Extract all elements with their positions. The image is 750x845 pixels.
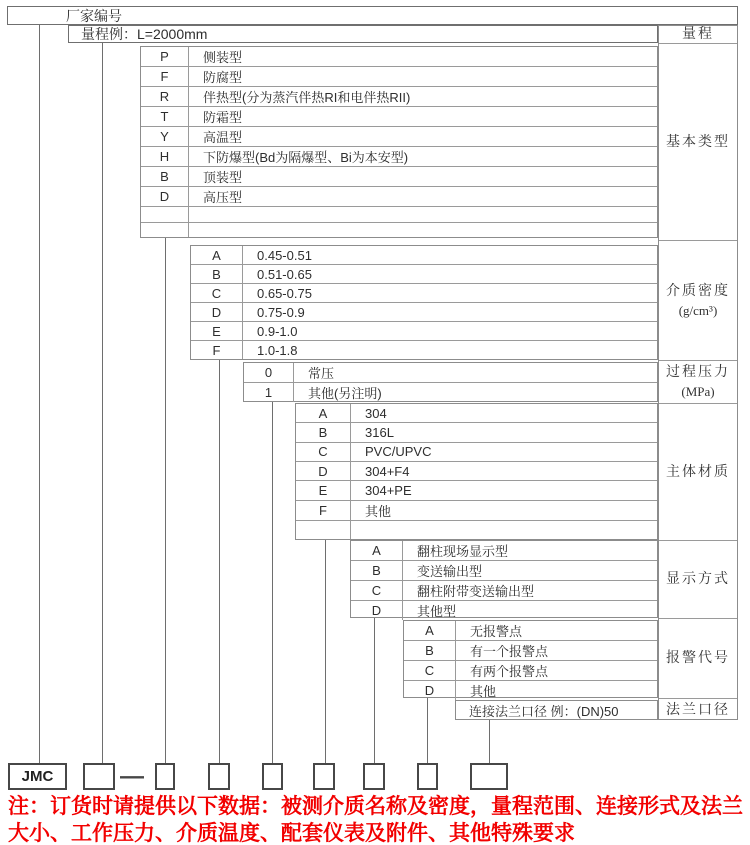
code-box-basic-type xyxy=(155,763,175,790)
connector-range xyxy=(102,43,103,763)
material-group xyxy=(295,403,658,540)
option-code xyxy=(141,223,189,238)
option-row-empty xyxy=(141,207,657,223)
option-code: D xyxy=(404,681,456,700)
option-code: B xyxy=(351,561,403,580)
option-row xyxy=(404,681,657,700)
option-code: C xyxy=(191,284,243,302)
option-row xyxy=(191,246,657,265)
option-desc: 顶装型 xyxy=(203,170,243,185)
option-desc: 防霜型 xyxy=(203,110,243,125)
option-desc: 翻柱附带变送输出型 xyxy=(417,584,535,599)
label-pressure: 过程压力 (MPa) xyxy=(659,361,737,404)
connector-material xyxy=(325,540,326,763)
label-flange: 法兰口径 xyxy=(666,702,730,718)
option-code: A xyxy=(296,404,351,422)
option-row xyxy=(351,601,657,620)
range-example-row xyxy=(68,25,658,43)
option-code: F xyxy=(191,341,243,359)
option-code: 0 xyxy=(244,363,294,382)
option-code: B xyxy=(141,167,189,186)
code-box-display xyxy=(363,763,385,790)
option-desc: 伴热型(分为蒸汽伴热RI和电伴热RII) xyxy=(203,90,411,105)
label-range: 量程 xyxy=(659,26,737,44)
option-desc: 304+F4 xyxy=(365,463,410,479)
option-row-empty xyxy=(296,521,657,539)
option-code: A xyxy=(351,541,403,560)
option-code: C xyxy=(351,581,403,600)
option-row xyxy=(191,341,657,359)
option-code: E xyxy=(191,322,243,340)
option-row-empty xyxy=(141,223,657,238)
option-code xyxy=(141,207,189,222)
option-desc: 其他型 xyxy=(417,604,457,619)
option-desc xyxy=(351,521,657,539)
option-desc: 其他(另注明) xyxy=(308,386,382,401)
option-desc: 316L xyxy=(365,424,394,440)
option-row xyxy=(244,363,657,383)
option-row xyxy=(296,443,657,462)
option-code: C xyxy=(404,661,456,680)
code-box-alarm xyxy=(417,763,438,790)
option-desc: 其他 xyxy=(470,684,497,699)
code-box-range xyxy=(83,763,115,790)
option-desc: 高温型 xyxy=(203,130,243,145)
basic-type-group xyxy=(140,46,658,238)
manufacturer-number-label: 厂家编号 xyxy=(66,7,122,24)
option-row xyxy=(296,423,657,442)
option-code: Y xyxy=(141,127,189,146)
option-code: R xyxy=(141,87,189,106)
code-box-material xyxy=(313,763,335,790)
label-density-unit: (g/cm³) xyxy=(678,302,718,318)
option-row xyxy=(191,284,657,303)
option-desc: 304+PE xyxy=(365,482,412,498)
manufacturer-number-row xyxy=(7,6,738,25)
category-label-column xyxy=(658,25,738,720)
label-density: 介质密度 (g/cm³) xyxy=(659,241,737,361)
connector-density xyxy=(219,360,220,763)
option-desc: 防腐型 xyxy=(203,70,243,85)
option-desc: 连接法兰口径 例：(DN)50 xyxy=(469,704,619,719)
option-code: T xyxy=(141,107,189,126)
option-row xyxy=(296,462,657,481)
option-desc: 翻柱现场显示型 xyxy=(417,544,509,559)
option-desc: 变送输出型 xyxy=(417,564,483,579)
density-group xyxy=(190,245,658,360)
option-desc: 有一个报警点 xyxy=(470,644,549,659)
option-code: A xyxy=(404,621,456,640)
connector-basic-type xyxy=(165,238,166,763)
option-desc: 侧装型 xyxy=(203,50,243,65)
label-material: 主体材质 xyxy=(659,404,737,541)
option-code: A xyxy=(191,246,243,264)
code-box-flange xyxy=(470,763,508,790)
option-code: D xyxy=(141,187,189,206)
option-code: 1 xyxy=(244,383,294,402)
option-row xyxy=(141,87,657,107)
option-row xyxy=(296,404,657,423)
option-desc: 1.0-1.8 xyxy=(257,342,298,358)
option-row xyxy=(141,107,657,127)
flange-group xyxy=(455,700,658,720)
alarm-group xyxy=(403,620,658,698)
note-line-1: 注：订货时请提供以下数据：被测介质名称及密度，量程范围、连接形式及法兰 xyxy=(8,795,743,818)
option-desc: 其他 xyxy=(365,503,392,519)
option-desc: 0.65-0.75 xyxy=(257,285,312,301)
label-display: 显示方式 xyxy=(659,541,737,619)
option-row xyxy=(141,167,657,187)
option-desc: PVC/UPVC xyxy=(365,444,432,460)
label-basic-type: 基本类型 xyxy=(659,44,737,241)
option-desc: 有两个报警点 xyxy=(470,664,549,679)
option-code: B xyxy=(404,641,456,660)
range-example-label: 量程例：L=2000mm xyxy=(81,26,208,42)
option-code: D xyxy=(296,462,351,480)
pressure-group xyxy=(243,362,658,402)
option-code: B xyxy=(191,265,243,283)
option-code: P xyxy=(141,47,189,66)
option-code: F xyxy=(296,501,351,520)
option-code: H xyxy=(141,147,189,166)
option-row xyxy=(141,147,657,167)
dash-separator: — xyxy=(120,762,144,790)
option-row xyxy=(191,265,657,284)
option-row xyxy=(141,127,657,147)
connector-flange xyxy=(489,720,490,763)
option-row xyxy=(404,661,657,681)
note-line-2: 大小、工作压力、介质温度、配套仪表及附件、其他特殊要求 xyxy=(8,822,575,845)
code-box-pressure xyxy=(262,763,283,790)
code-box-density xyxy=(208,763,230,790)
option-desc: 常压 xyxy=(308,366,335,381)
option-row xyxy=(351,561,657,581)
option-row xyxy=(244,383,657,402)
label-pressure-unit: (MPa) xyxy=(681,384,715,399)
option-desc: 0.51-0.65 xyxy=(257,266,312,282)
option-row xyxy=(141,187,657,207)
option-code: D xyxy=(191,303,243,321)
option-row xyxy=(296,501,657,521)
option-desc xyxy=(189,207,657,222)
option-desc: 304 xyxy=(365,405,387,421)
option-code: C xyxy=(296,443,351,461)
label-alarm: 报警代号 xyxy=(659,619,737,699)
connector-display xyxy=(374,618,375,763)
option-row xyxy=(296,481,657,500)
option-row xyxy=(351,581,657,601)
connector-alarm xyxy=(427,698,428,763)
option-desc: 0.45-0.51 xyxy=(257,247,312,263)
option-code: F xyxy=(141,67,189,86)
connector-pressure xyxy=(272,402,273,763)
option-row xyxy=(141,47,657,67)
option-desc: 无报警点 xyxy=(470,624,523,639)
option-code: D xyxy=(351,601,403,620)
option-row xyxy=(191,303,657,322)
option-code: E xyxy=(296,481,351,499)
option-desc: 下防爆型(Bd为隔爆型、Bi为本安型) xyxy=(203,150,409,165)
option-code: B xyxy=(296,423,351,441)
option-row xyxy=(404,621,657,641)
option-desc: 0.75-0.9 xyxy=(257,304,305,320)
connector-manufacturer xyxy=(39,25,40,763)
option-row xyxy=(404,641,657,661)
option-code xyxy=(296,521,351,539)
model-prefix-box: JMC xyxy=(8,763,67,790)
display-group xyxy=(350,540,658,618)
option-desc: 高压型 xyxy=(203,190,243,205)
option-desc xyxy=(189,223,657,238)
option-row xyxy=(456,701,657,720)
option-row xyxy=(191,322,657,341)
option-desc: 0.9-1.0 xyxy=(257,323,298,339)
option-row xyxy=(351,541,657,561)
option-row xyxy=(141,67,657,87)
